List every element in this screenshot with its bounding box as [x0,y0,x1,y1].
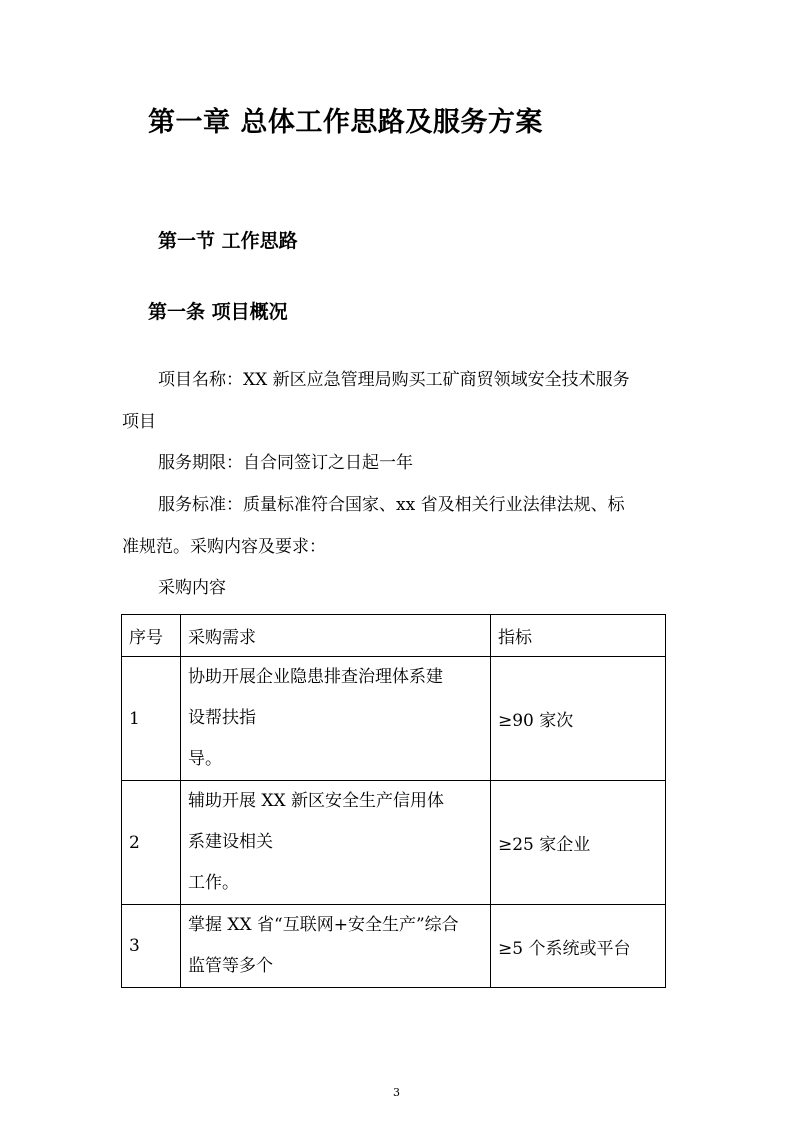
requirement-line: 辅助开展 XX 新区安全生产信用体 [188,791,445,811]
service-standard-line1: 服务标准：质量标准符合国家、xx 省及相关行业法律法规、标 [158,495,625,515]
article-title: 第一条 项目概况 [148,301,288,323]
requirement-line: 监管等多个 [188,956,273,976]
header-requirement: 采购需求 [181,615,491,657]
project-name-line1: 项目名称：XX 新区应急管理局购买工矿商贸领域安全技术服务 [158,370,630,390]
table-header-row [122,615,666,657]
header-no: 序号 [122,615,181,657]
requirement-line: 系建设相关 [188,832,273,852]
row-no: 3 [122,905,181,988]
table-row [122,657,666,781]
row-requirement [181,657,491,781]
procurement-caption: 采购内容 [158,578,226,598]
row-indicator: ≥90 家次 [491,657,666,781]
table-row [122,905,666,988]
requirement-line: 协助开展企业隐患排查治理体系建 [188,667,443,687]
row-no: 1 [122,657,181,781]
row-indicator: ≥5 个系统或平台 [491,905,666,988]
service-standard-line2: 准规范。采购内容及要求： [122,537,326,557]
table-row [122,781,666,905]
row-requirement [181,905,491,988]
requirement-line: 工作。 [188,873,239,893]
chapter-title: 第一章 总体工作思路及服务方案 [148,107,543,138]
requirement-line: 导。 [188,749,222,769]
requirement-line: 掌握 XX 省“互联网+安全生产”综合 [188,915,459,935]
page-number: 3 [393,1086,400,1099]
row-indicator: ≥25 家企业 [491,781,666,905]
section-title: 第一节 工作思路 [158,230,298,252]
header-indicator: 指标 [491,615,666,657]
procurement-table [121,614,666,988]
requirement-line: 设帮扶指 [188,708,256,728]
project-name-line2: 项目 [122,412,156,432]
service-period: 服务期限：自合同签订之日起一年 [158,453,413,473]
row-requirement [181,781,491,905]
row-no: 2 [122,781,181,905]
